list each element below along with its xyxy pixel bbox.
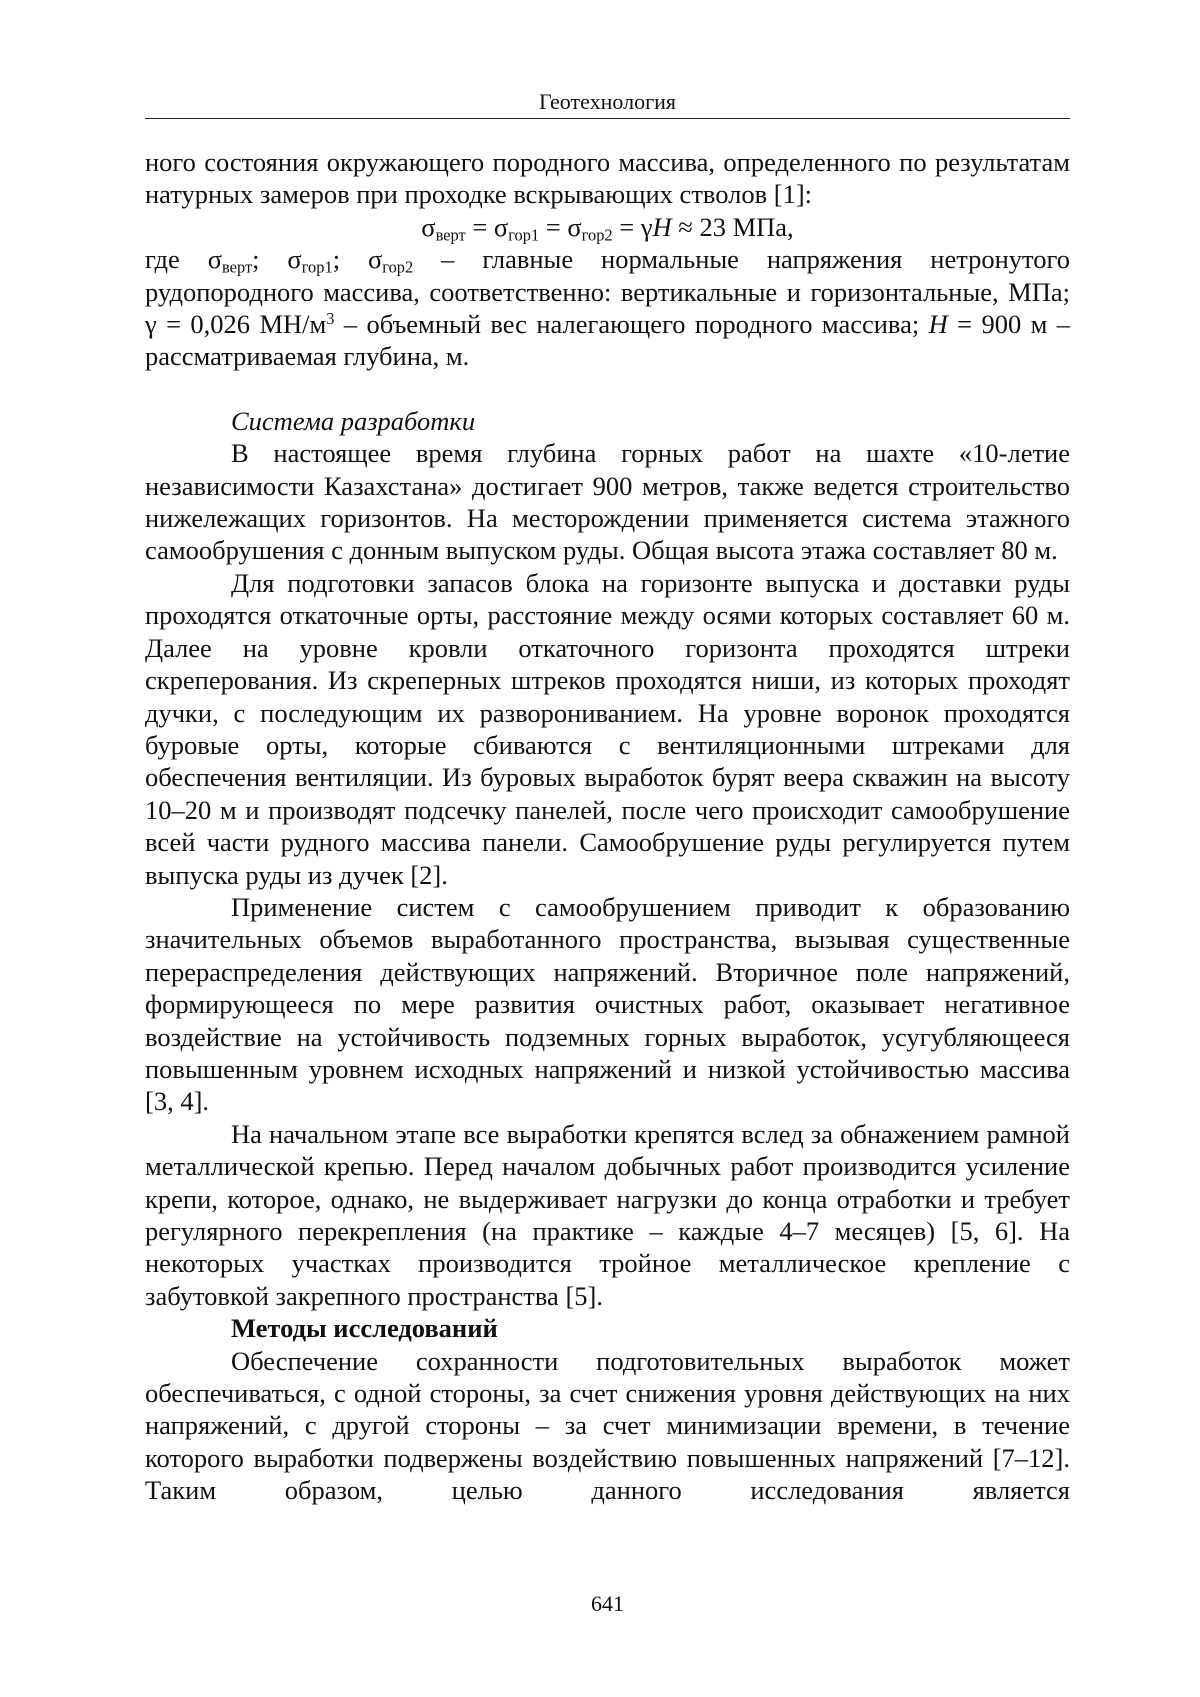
section-title-research-methods: Методы исследований	[231, 1313, 498, 1344]
section-title-mining-system: Система разработки	[231, 405, 476, 436]
paragraph-continued: ного состояния окружающего породного массива, определенного по результатам натурных замеров при проходке вскрывающих стволов [1]:	[145, 147, 1070, 210]
formula-explanation: где $\sigma_{верт}$; $\sigma_{гор1}$; $\sigma_{гор2}$ – главные нормальные напряжения нетронутого рудопородного массива, соответственно: вертикальные и горизонтальные, МПа; γ = 0,026 $МН/м^3$ – объемный вес налегающего породного массива; H = 900 м – рассматриваемая глубина, м.	[145, 244, 1070, 372]
page-number: 641	[591, 1591, 624, 1616]
paragraph: В настоящее время глубина горных работ на шахте «10-летие независимости Казахстана» достигает 900 метров, также ведется строительство нижележащих горизонтов. На месторождении применяется система этажного самообрушения с донным выпуском руды. Общая высота этажа составляет 80 м.	[145, 438, 1070, 566]
paragraph: Обеспечение сохранности подготовительных выработок может обеспечиваться, с одной стороны, за счет снижения уровня действующих на них напряжений, с другой стороны – за счет минимизации времени, в течение которого выработки подвержены воздействию повышенных напряжений [7–12]. Таким образом, целью данного исследования является	[145, 1345, 1070, 1506]
stress-formula: $\sigma_{верт} = \sigma_{гор1} = \sigma_{гор2} = \gamma H \approx 23$ МПа,	[421, 211, 794, 245]
spacer	[145, 373, 1070, 405]
article-body	[145, 146, 1070, 1507]
paragraph: Применение систем с самообрушением приводит к образованию значительных объемов выработанного пространства, вызывая существенные перераспределения действующих напряжений. Вторичное поле напряжений, формирующееся по мере развития очистных работ, оказывает негативное воздействие на устойчивость подземных горных выработок, усугубляющееся повышенным уровнем исходных напряжений и низкой устойчивостью массива [3, 4].	[145, 891, 1070, 1117]
header-rule	[145, 118, 1070, 119]
paragraph: На начальном этапе все выработки крепятся вслед за обнажением рамной металлической крепью. Перед началом добычных работ производится усиление крепи, которое, однако, не выдерживает нагрузки до конца отработки и требует регулярного перекрепления (на практике – каждые 4–7 месяцев) [5, 6]. На некоторых участках производится тройное металлическое крепление с забутовкой закрепного пространства [5].	[145, 1118, 1070, 1311]
paragraph: Для подготовки запасов блока на горизонте выпуска и доставки руды проходятся откаточные орты, расстояние между осями которых составляет 60 м. Далее на уровне кровли откаточного горизонта проходятся штреки скреперования. Из скреперных штреков проходятся ниши, из которых проходят дучки, с последующим их разворониванием. На уровне воронок проходятся буровые орты, которые сбиваются с вентиляционными штреками для обеспечения вентиляции. Из буровых выработок бурят веера скважин на высоту 10–20 м и производят подсечку панелей, после чего происходит самообрушение всей части рудного массива панели. Самообрушение руды регулируется путем выпуска руды из дучек [2].	[145, 567, 1070, 890]
running-header: Геотехнология	[539, 89, 676, 114]
